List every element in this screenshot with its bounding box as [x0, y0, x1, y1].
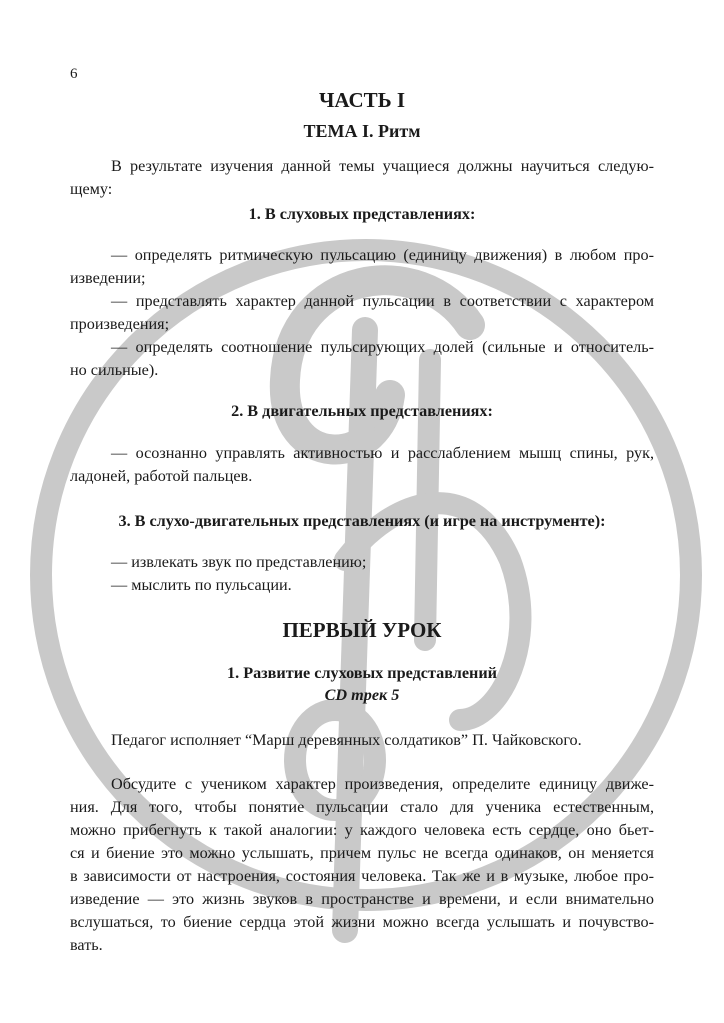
text-line: — извлекать звук по представлению; — [111, 553, 367, 571]
text-line: вслушаться, то биение сердца этой жизни можно всегда услышать и почувство- — [70, 913, 654, 931]
intro-line: щему: — [70, 180, 113, 198]
text-line: — определять соотношение пульсирующих долей (сильные и относитель- — [111, 338, 654, 356]
text-line: — мыслить по пульсации. — [111, 576, 292, 594]
text-line: можно прибегнуть к такой аналогии: у каждого человека есть сердце, оно бьет- — [70, 821, 654, 839]
text-line: вать. — [70, 936, 103, 954]
cd-track: CD трек 5 — [324, 686, 400, 704]
page-number: 6 — [70, 66, 78, 82]
text-line: ния. Для того, чтобы понятие пульсации стало для ученика естественным, — [70, 798, 654, 816]
topic-title: ТЕМА I. Ритм — [303, 121, 421, 141]
lesson-subtitle: 1. Развитие слуховых представлений — [227, 664, 497, 682]
text-line: изведение — это жизнь звуков в пространстве и времени, и если внимательно — [70, 890, 654, 908]
text-line: произведения; — [70, 315, 170, 333]
lesson-title: ПЕРВЫЙ УРОК — [282, 618, 442, 642]
performance-line: Педагог исполняет “Марш деревянных солдатиков” П. Чайковского. — [111, 731, 582, 749]
text-line: — осознанно управлять активностью и расслаблением мышц спины, рук, — [111, 444, 654, 462]
text-line: ладоней, работой пальцев. — [70, 467, 253, 485]
text-line: — определять ритмическую пульсацию (единицу движения) в любом про- — [111, 246, 654, 264]
text-line: ся и биение это можно услышать, причем пульс не всегда одинаков, он меняется — [70, 844, 654, 862]
text-line: в зависимости от настроения, состояния человека. Так же и в музыке, любое про- — [70, 867, 654, 885]
section-heading: 1. В слуховых представлениях: — [248, 205, 476, 223]
section-heading: 3. В слухо-двигательных представлениях (и игре на инструменте): — [118, 512, 606, 530]
intro-line: В результате изучения данной темы учащиеся должны научиться следую- — [111, 157, 654, 175]
text-line: Обсудите с учеником характер произведения, определите единицу движе- — [111, 775, 654, 793]
text-line: — представлять характер данной пульсации в соответствии с характером — [111, 292, 654, 310]
part-title: ЧАСТЬ I — [318, 88, 405, 112]
text-line: но сильные). — [70, 361, 159, 379]
section-heading: 2. В двигательных представлениях: — [231, 402, 493, 420]
text-line: изведении; — [70, 269, 146, 287]
